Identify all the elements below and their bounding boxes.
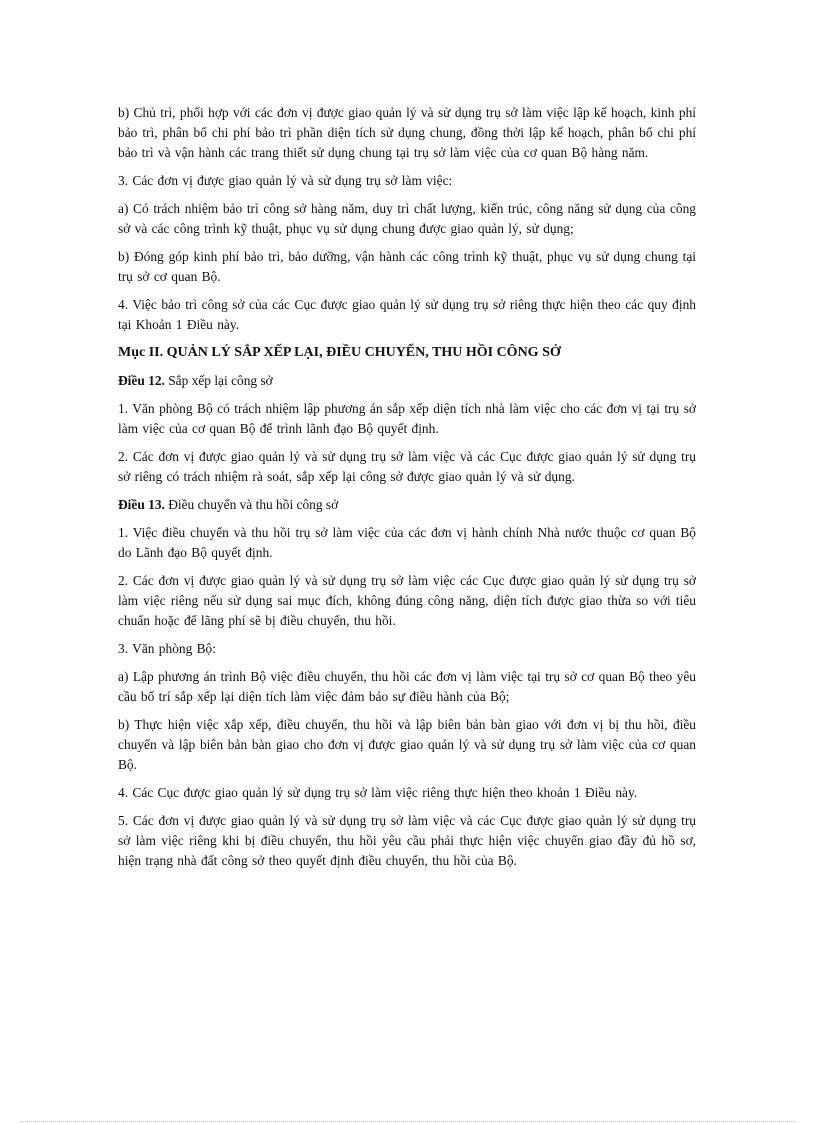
article-13-label: Điều 13.	[118, 497, 165, 512]
article-13-paragraph-2: 2. Các đơn vị được giao quản lý và sử dụng trụ sở làm việc các Cục được giao quản lý sử dụng trụ sở làm việc riêng nếu sử dụng sai mục đích, không đúng công năng, diện tích được giao thừa so với tiêu chuẩn hoặc để lãng phí sẽ bị điều chuyển, thu hồi.	[118, 573, 696, 628]
article-12-label: Điều 12.	[118, 373, 165, 388]
article-12-paragraph-1: 1. Văn phòng Bộ có trách nhiệm lập phương án sắp xếp diện tích nhà làm việc cho các đơn vị tại trụ sở làm việc của cơ quan Bộ để trình lãnh đạo Bộ quyết định.	[118, 401, 696, 436]
article-13-title: Điều chuyển và thu hồi công sở	[164, 497, 339, 512]
paragraph-3a: a) Có trách nhiệm bảo trì công sở hàng năm, duy trì chất lượng, kiến trúc, công năng sử dụng của công sở và các công trình kỹ thuật, phục vụ sử dụng chung được giao quản lý, sử dụng;	[118, 201, 696, 236]
paragraph-1b: b) Chủ trì, phối hợp với các đơn vị được giao quản lý và sử dụng trụ sở làm việc lập kế hoạch, kinh phí bảo trì, phân bổ chi phí bảo trì phần diện tích sử dụng chung, đồng thời lập kế hoạch, phân bổ chi phí bảo trì và vận hành các trang thiết sử dụng chung tại trụ sở làm việc của cơ quan Bộ hàng năm.	[118, 105, 696, 160]
article-13-paragraph-1: 1. Việc điều chuyển và thu hồi trụ sở làm việc của các đơn vị hành chính Nhà nước thuộc cơ quan Bộ do Lãnh đạo Bộ quyết định.	[118, 525, 696, 560]
article-13-paragraph-5: 5. Các đơn vị được giao quản lý và sử dụng trụ sở làm việc và các Cục được giao quản lý sử dụng trụ sở làm việc riêng khi bị điều chuyển, thu hồi yêu cầu phải thực hiện việc chuyển giao đầy đủ hồ sơ, hiện trạng nhà đất công sở theo quyết định điều chuyển, thu hồi của Bộ.	[118, 813, 696, 868]
document-page	[118, 103, 696, 879]
article-13-paragraph-3a: a) Lập phương án trình Bộ việc điều chuyển, thu hồi các đơn vị làm việc tại trụ sở cơ quan Bộ theo yêu cầu bố trí sắp xếp lại diện tích làm việc đảm bảo sự điều hành của Bộ;	[118, 669, 696, 704]
article-13-heading	[118, 495, 696, 515]
article-13-paragraph-3: 3. Văn phòng Bộ:	[118, 641, 216, 656]
article-12-paragraph-2: 2. Các đơn vị được giao quản lý và sử dụng trụ sở làm việc và các Cục được giao quản lý sử dụng trụ sở riêng có trách nhiệm rà soát, sắp xếp lại công sở được giao quản lý và sử dụng.	[118, 449, 696, 484]
article-12-heading	[118, 371, 696, 391]
article-12-title: Sắp xếp lại công sở	[164, 373, 273, 388]
page-bottom-rule	[20, 1121, 796, 1122]
article-13-paragraph-4: 4. Các Cục được giao quản lý sử dụng trụ sở làm việc riêng thực hiện theo khoản 1 Điều này.	[118, 785, 638, 800]
article-13-paragraph-3b: b) Thực hiện việc xắp xếp, điều chuyển, thu hồi và lập biên bản bàn giao với đơn vị bị thu hồi, điều chuyển và lập biên bản bàn giao cho đơn vị được giao quản lý và sử dụng trụ sở làm việc của cơ quan Bộ.	[118, 717, 696, 772]
section-heading: Mục II. QUẢN LÝ SẮP XẾP LẠI, ĐIỀU CHUYỂN, THU HỒI CÔNG SỞ	[118, 345, 561, 360]
paragraph-3: 3. Các đơn vị được giao quản lý và sử dụng trụ sở làm việc:	[118, 173, 453, 188]
paragraph-3b: b) Đóng góp kinh phí bảo trì, bảo dưỡng, vận hành các công trình kỹ thuật, phục vụ sử dụng chung tại trụ sở cơ quan Bộ.	[118, 249, 696, 284]
paragraph-4: 4. Việc bảo trì công sở của các Cục được giao quản lý sử dụng trụ sở riêng thực hiện theo các quy định tại Khoản 1 Điều này.	[118, 297, 696, 332]
